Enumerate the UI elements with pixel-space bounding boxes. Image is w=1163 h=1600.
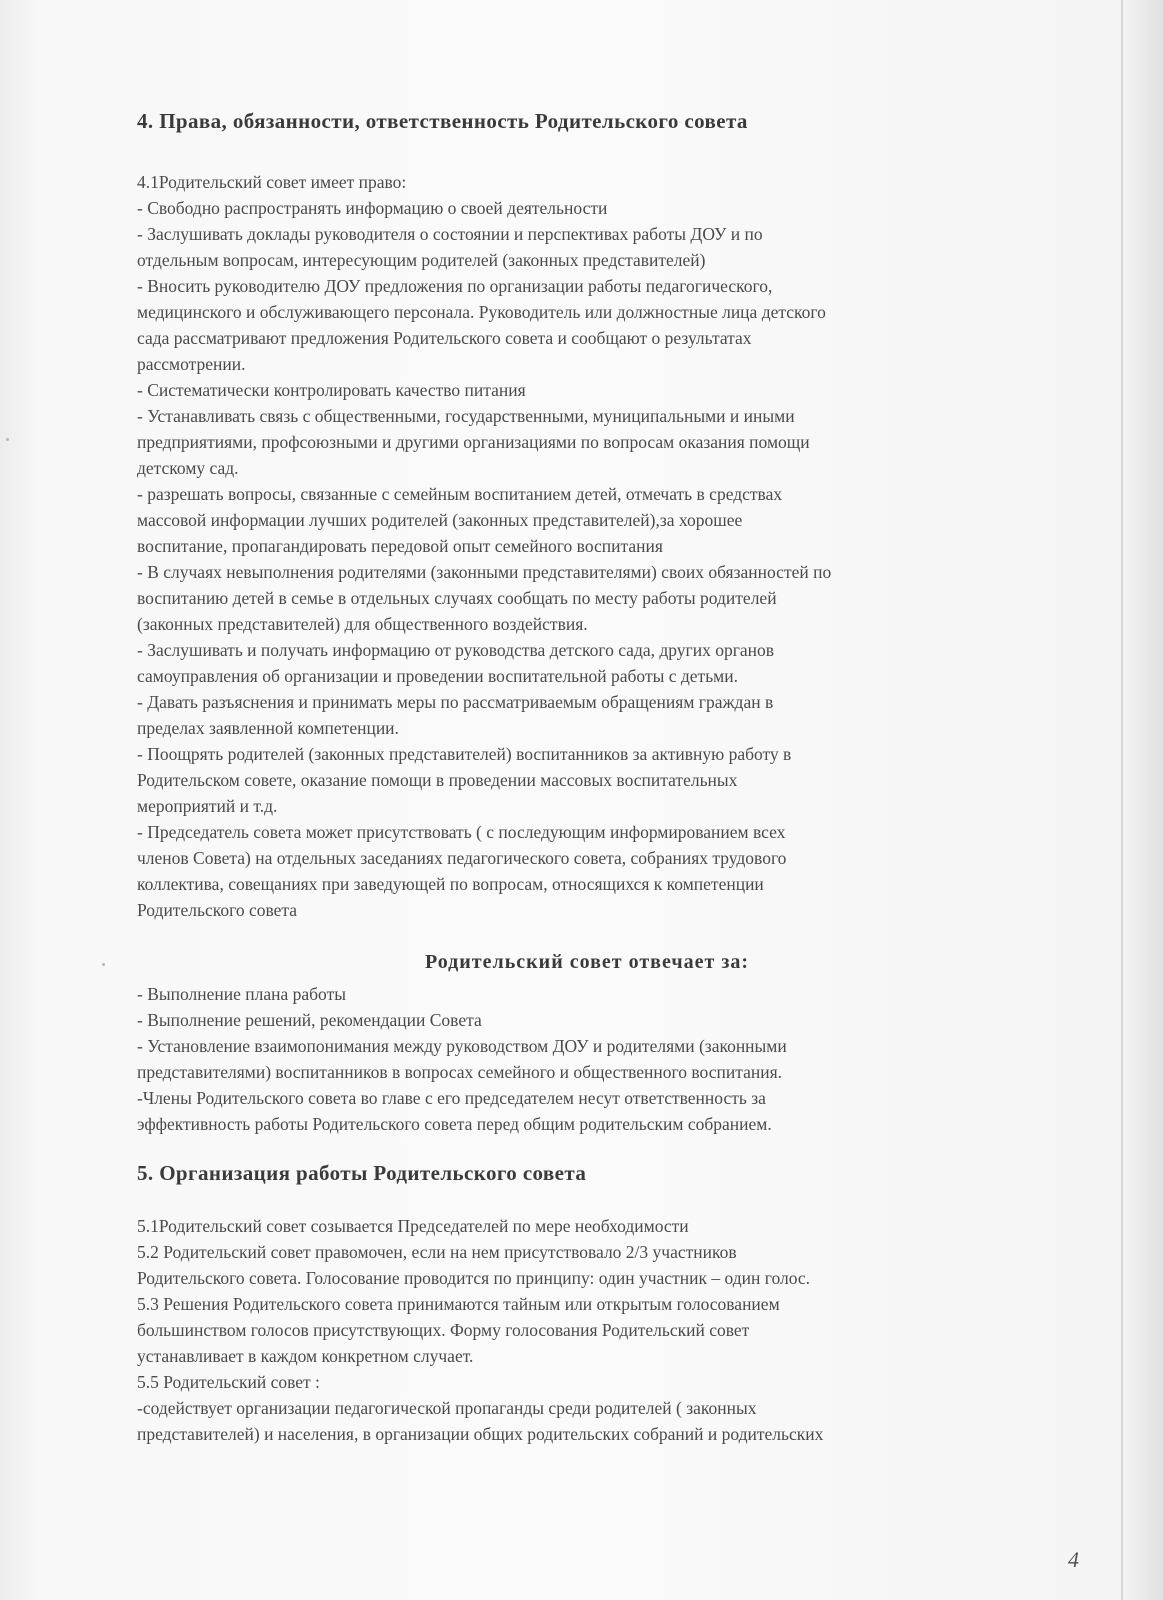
text-line: детскому сад.	[137, 458, 239, 478]
text-line: - разрешать вопросы, связанные с семейным воспитанием детей, отмечать в средствах	[137, 484, 783, 504]
text-line: большинством голосов присутствующих. Форму голосования Родительский совет	[137, 1320, 750, 1340]
text-line: воспитание, пропагандировать передовой опыт семейного воспитания	[137, 536, 663, 556]
text-line: (законных представителей) для общественного воздействия.	[137, 614, 588, 634]
text-line: воспитанию детей в семье в отдельных случаях сообщать по месту работы родителей	[137, 588, 777, 608]
text-line: - Поощрять родителей (законных представителей) воспитанников за активную работу в	[137, 744, 792, 764]
responsibility-title: Родительский совет отвечает за:	[424, 951, 750, 973]
scan-speck	[102, 963, 105, 966]
page-number: 4	[1068, 1547, 1079, 1572]
scan-speck	[6, 438, 9, 441]
text-line: устанавливает в каждом конкретном случает.	[137, 1346, 474, 1366]
text-line: - Установление взаимопонимания между руководством ДОУ и родителями (законными	[137, 1036, 787, 1056]
document-body	[137, 107, 1037, 1447]
text-line: - Вносить руководителю ДОУ предложения по организации работы педагогического,	[137, 276, 773, 296]
text-line: - Выполнение решений, рекомендации Совета	[137, 1010, 482, 1030]
text-line: -содействует организации педагогической пропаганды среди родителей ( законных	[137, 1398, 757, 1418]
text-line: пределах заявленной компетенции.	[137, 718, 399, 738]
text-line: сада рассматривают предложения Родительского совета и сообщают о результатах	[137, 328, 752, 348]
text-line: эффективность работы Родительского совета перед общим родительским собранием.	[137, 1114, 772, 1134]
responsibility-text	[137, 981, 1037, 1137]
text-line: - В случаях невыполнения родителями (законными представителями) своих обязанностей по	[137, 562, 832, 582]
text-line: 5.3 Решения Родительского совета принимаются тайным или открытым голосованием	[137, 1294, 780, 1314]
text-line: - Устанавливать связь с общественными, государственными, муниципальными и иными	[137, 406, 795, 426]
text-line: массовой информации лучших родителей (законных представителей),за хорошее	[137, 510, 743, 530]
text-line: 4.1Родительский совет имеет право:	[137, 172, 407, 192]
section-4-title: 4. Права, обязанности, ответственность Родительского совета	[137, 109, 748, 133]
text-line: отдельным вопросам, интересующим родителей (законных представителей)	[137, 250, 706, 270]
text-line: предприятиями, профсоюзными и другими организациями по вопросам оказания помощи	[137, 432, 810, 452]
section-4-text	[137, 169, 1037, 923]
page-edge	[1121, 0, 1123, 1600]
text-line: представителями) воспитанников в вопросах семейного и общественного воспитания.	[137, 1062, 782, 1082]
text-line: - Систематически контролировать качество питания	[137, 380, 526, 400]
text-line: мероприятий и т.д.	[137, 796, 278, 816]
section-5-text	[137, 1213, 1037, 1447]
text-line: Родительского совета	[137, 900, 298, 920]
text-line: - Председатель совета может присутствовать ( с последующим информированием всех	[137, 822, 786, 842]
text-line: коллектива, совещаниях при заведующей по вопросам, относящихся к компетенции	[137, 874, 764, 894]
text-line: 5.5 Родительский совет :	[137, 1372, 320, 1392]
text-line: рассмотрении.	[137, 354, 246, 374]
text-line: - Выполнение плана работы	[137, 984, 346, 1004]
section-5-title: 5. Организация работы Родительского совета	[137, 1161, 587, 1185]
text-line: Родительском совете, оказание помощи в проведении массовых воспитательных	[137, 770, 738, 790]
text-line: медицинского и обслуживающего персонала. Руководитель или должностные лица детского	[137, 302, 826, 322]
text-line: - Свободно распространять информацию о своей деятельности	[137, 198, 608, 218]
text-line: самоуправления об организации и проведении воспитательной работы с детьми.	[137, 666, 738, 686]
text-line: - Давать разъяснения и принимать меры по рассматриваемым обращениям граждан в	[137, 692, 774, 712]
text-line: - Заслушивать доклады руководителя о состоянии и перспективах работы ДОУ и по	[137, 224, 763, 244]
text-line: представителей) и населения, в организации общих родительских собраний и родительских	[137, 1424, 824, 1444]
text-line: членов Совета) на отдельных заседаниях педагогического совета, собраниях трудового	[137, 848, 787, 868]
text-line: - Заслушивать и получать информацию от руководства детского сада, других органов	[137, 640, 775, 660]
text-line: -Члены Родительского совета во главе с его председателем несут ответственность за	[137, 1088, 766, 1108]
text-line: 5.1Родительский совет созывается Председателей по мере необходимости	[137, 1216, 689, 1236]
text-line: Родительского совета. Голосование проводится по принципу: один участник – один голос.	[137, 1268, 811, 1288]
text-line: 5.2 Родительский совет правомочен, если на нем присутствовало 2/3 участников	[137, 1242, 737, 1262]
